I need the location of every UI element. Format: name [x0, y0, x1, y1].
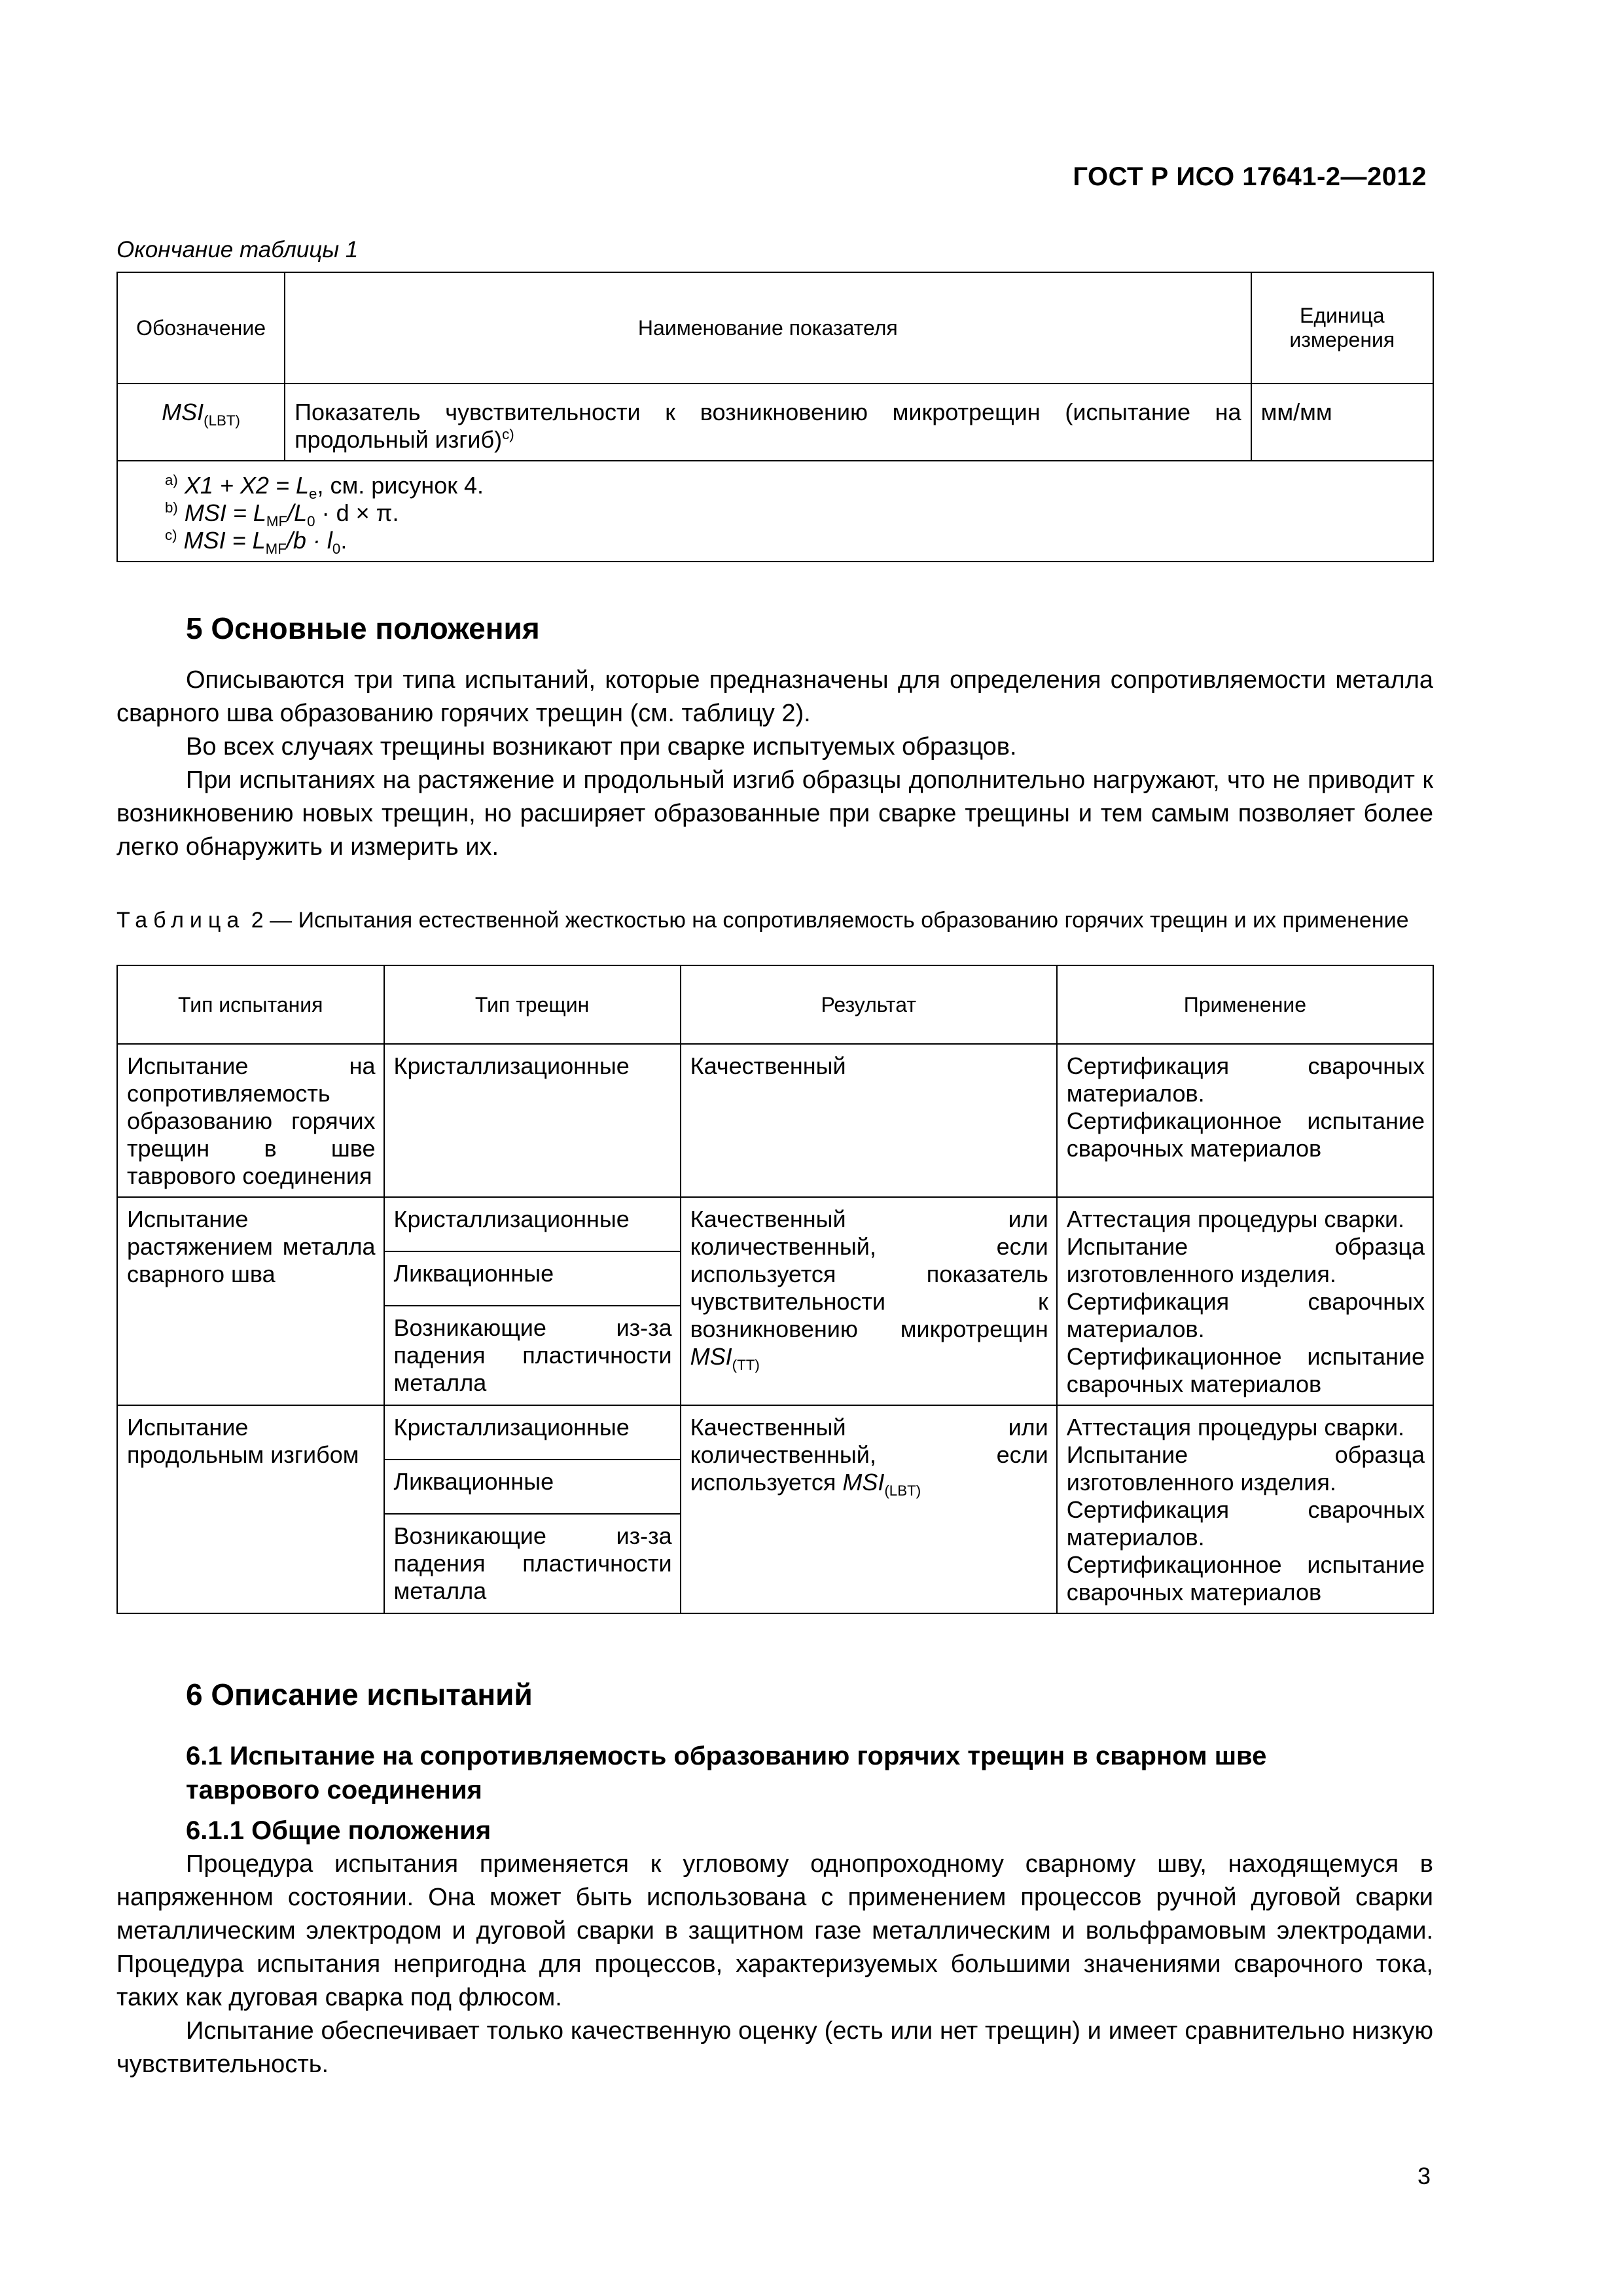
- table2-caption-label: Таблица: [116, 908, 245, 933]
- application-line: Сертификация сварочных материалов.: [1066, 1052, 1425, 1107]
- note-formula: MSI = L: [183, 527, 266, 554]
- application-line: Испытание образца изготовленного изделия.: [1066, 1441, 1425, 1496]
- document-header: ГОСТ Р ИСО 17641-2—2012: [1073, 162, 1427, 191]
- application-line: Аттестация процедуры сварки.: [1066, 1414, 1405, 1441]
- section-5-title: 5 Основные положения: [186, 611, 540, 645]
- note-text: · d × π.: [315, 499, 399, 526]
- paragraph: Описываются три типа испытаний, которые предназначены для определения сопротивляемости металла сварного шва образованию горячих трещин (см. таблицу 2).: [116, 666, 1433, 727]
- table1-header-unit: Единица измерения: [1251, 272, 1433, 384]
- paragraph: Во всех случаях трещины возникают при сварке испытуемых образцов.: [186, 733, 1017, 761]
- crack-type-cell: Кристаллизационные: [384, 1044, 681, 1197]
- application-line: Сертификационное испытание сварочных материалов: [1066, 1107, 1425, 1162]
- note-subscript: 0: [332, 541, 341, 558]
- note-a: [165, 472, 1433, 503]
- note-formula: MSI = L: [184, 499, 266, 526]
- table1-header-row: [117, 272, 1433, 384]
- table2-caption-text: 2 — Испытания естественной жесткостью на сопротивляемость образованию горячих трещин и их применение: [251, 908, 1409, 933]
- table1-header-name: Наименование показателя: [285, 272, 1251, 384]
- application-line: Сертификационное испытание сварочных материалов: [1066, 1551, 1425, 1605]
- table1-symbol-cell: [117, 384, 285, 461]
- table2-header-application: Применение: [1057, 965, 1433, 1044]
- footnote-mark: c): [502, 426, 514, 442]
- crack-type-cell: Кристаллизационные: [384, 1197, 681, 1251]
- paragraph: Испытание обеспечивает только качественную оценку (есть или нет трещин) и имеет сравнительно низкую чувствительность.: [116, 2017, 1433, 2078]
- result-cell: [681, 1197, 1057, 1405]
- note-mark: a): [165, 472, 178, 488]
- application-line: Испытание образца изготовленного изделия.: [1066, 1233, 1425, 1287]
- application-cell: [1057, 1197, 1433, 1405]
- application-cell: [1057, 1405, 1433, 1613]
- table2-header-result: Результат: [681, 965, 1057, 1044]
- note-subscript: MF: [265, 541, 287, 558]
- table2-header-cracks: Тип трещин: [384, 965, 681, 1044]
- table-row: [117, 1405, 1433, 1460]
- note-formula: X1 + X2 = L: [184, 472, 310, 499]
- result-subscript: (TT): [732, 1357, 760, 1374]
- table2-header-row: [117, 965, 1433, 1044]
- result-symbol: MSI: [690, 1343, 732, 1370]
- table-1: [116, 272, 1434, 562]
- table1-unit-cell: мм/мм: [1251, 384, 1433, 461]
- symbol-subscript: (LBT): [204, 412, 240, 429]
- test-type-cell: Испытание на сопротивляемость образованию горячих трещин в шве таврового соединения: [117, 1044, 384, 1197]
- crack-type-cell: Ликвационные: [384, 1251, 681, 1306]
- note-formula: /b · l: [286, 527, 332, 554]
- note-formula: /L: [287, 499, 308, 526]
- page-number: 3: [1417, 2162, 1431, 2189]
- section-5-body: [116, 664, 1433, 864]
- note-subscript: 0: [307, 513, 315, 530]
- table-row: [117, 1044, 1433, 1197]
- table1-continuation-label: Окончание таблицы 1: [116, 237, 359, 262]
- crack-type-cell: Возникающие из-за падения пластичности металла: [384, 1306, 681, 1405]
- table1-notes: [117, 461, 1433, 562]
- section-6-body: [116, 1848, 1433, 2081]
- result-text: Качественный или количественный, если используется показатель чувствительности к возникновению микротрещин: [690, 1206, 1048, 1342]
- result-cell: [681, 1405, 1057, 1613]
- result-cell: Качественный: [681, 1044, 1057, 1197]
- result-symbol: MSI: [842, 1469, 885, 1496]
- note-subscript: e: [309, 486, 317, 503]
- application-line: Сертификация сварочных материалов.: [1066, 1496, 1425, 1551]
- application-line: Аттестация процедуры сварки.: [1066, 1206, 1405, 1232]
- table2-caption: [116, 906, 1433, 935]
- crack-type-cell: Кристаллизационные: [384, 1405, 681, 1460]
- table-2: [116, 965, 1434, 1614]
- note-mark: c): [165, 527, 177, 543]
- note-c: [165, 527, 1433, 558]
- symbol-text: MSI: [162, 399, 204, 425]
- subsection-6-1-1-title: 6.1.1 Общие положения: [186, 1816, 491, 1845]
- table-row: [117, 384, 1433, 461]
- table1-name-cell: [285, 384, 1251, 461]
- table1-header-symbol: Обозначение: [117, 272, 285, 384]
- crack-type-cell: Ликвационные: [384, 1460, 681, 1514]
- test-type-cell: Испытание растяжением металла сварного шва: [117, 1197, 384, 1405]
- result-text: Качественный или количественный, если используется: [690, 1414, 1048, 1496]
- note-text: , см. рисунок 4.: [317, 472, 484, 499]
- crack-type-cell: Возникающие из-за падения пластичности металла: [384, 1514, 681, 1613]
- note-subscript: MF: [266, 513, 288, 530]
- test-type-cell: Испытание продольным изгибом: [117, 1405, 384, 1613]
- note-mark: b): [165, 499, 178, 516]
- subsection-6-1-title: 6.1 Испытание на сопротивляемость образованию горячих трещин в сварном шве таврового соединения: [186, 1742, 1267, 1804]
- table-row: [117, 1197, 1433, 1251]
- paragraph: При испытаниях на растяжение и продольный изгиб образцы дополнительно нагружают, что не приводит к возникновению новых трещин, но расширяет образованные при сварке трещины и тем самым позволяет более легко обнаружить и измерить их.: [116, 766, 1433, 861]
- section-6-title: 6 Описание испытаний: [186, 1677, 533, 1712]
- application-line: Сертификация сварочных материалов.: [1066, 1288, 1425, 1342]
- paragraph: Процедура испытания применяется к угловому однопроходному сварному шву, находящемуся в напряженном состоянии. Она может быть использована с применением процессов ручной дуговой сварки металлическим электродом и дуговой сварки в защитном газе металлическим и вольфрамовым электродами. Процедура испытания непригодна для процессов, характеризуемых большими значениями сварочного тока, таких как дуговая сварка под флюсом.: [116, 1850, 1433, 2011]
- name-text: Показатель чувствительности к возникновению микротрещин (испытание на продольный изгиб): [294, 399, 1241, 453]
- application-line: Сертификационное испытание сварочных материалов: [1066, 1343, 1425, 1397]
- note-b: [165, 499, 1433, 530]
- application-cell: [1057, 1044, 1433, 1197]
- table2-header-test: Тип испытания: [117, 965, 384, 1044]
- table1-notes-row: [117, 461, 1433, 562]
- result-subscript: (LBT): [884, 1482, 921, 1499]
- note-text: .: [340, 527, 348, 554]
